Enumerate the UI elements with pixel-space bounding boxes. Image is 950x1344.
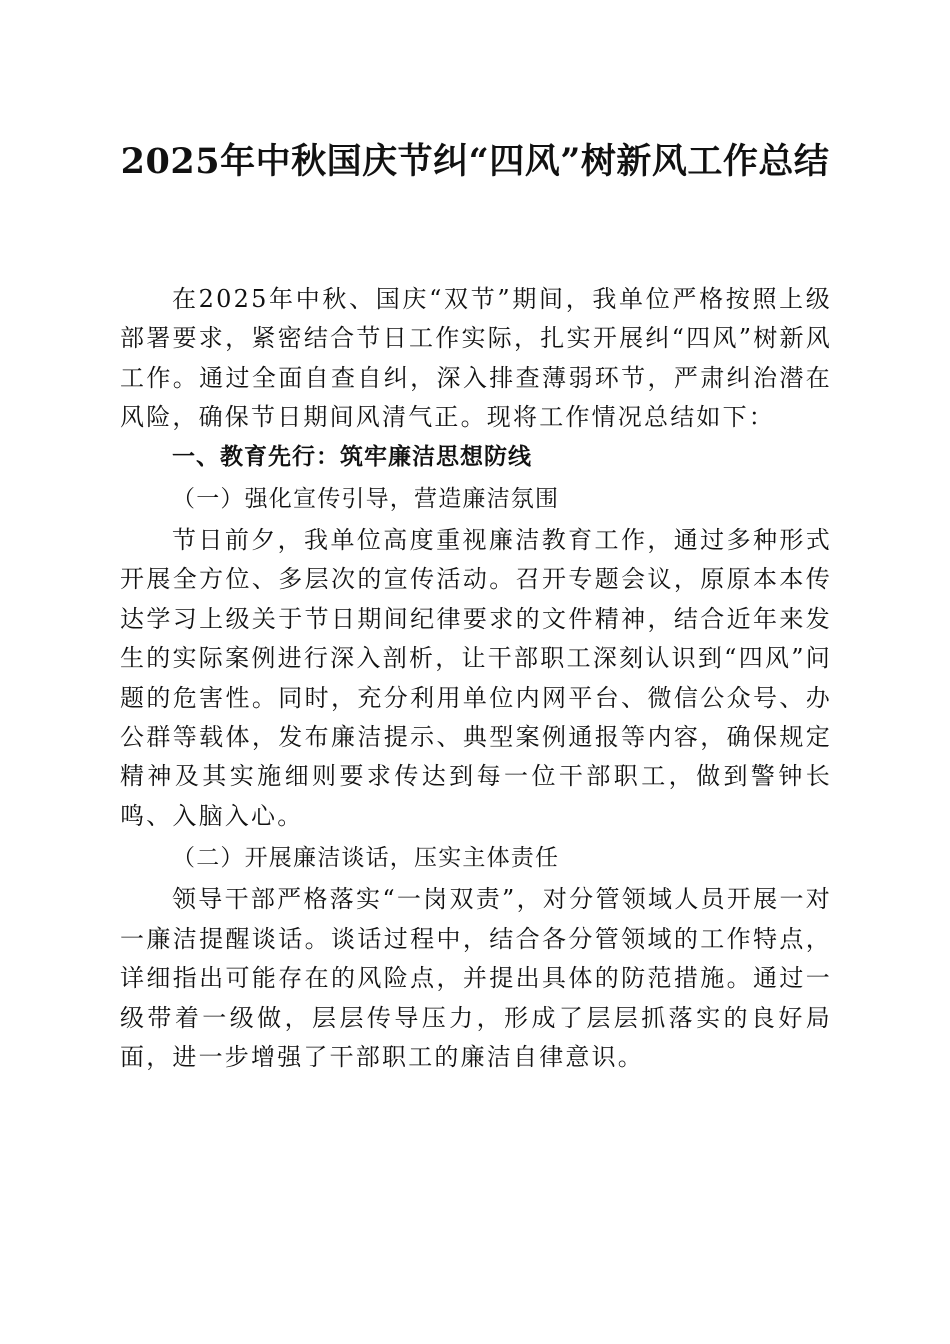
document-body xyxy=(120,280,832,1077)
subsection-paragraph: 领导干部严格落实“一岗双责”，对分管领域人员开展一对一廉洁提醒谈话。谈话过程中，结合各分管领域的工作特点，详细指出可能存在的风险点，并提出具体的防范措施。通过一级带着一级做，层层传导压力，形成了层层抓落实的良好局面，进一步增强了干部职工的廉洁自律意识。 xyxy=(120,885,832,1071)
section-1 xyxy=(120,438,832,1078)
subsection-heading: （一）强化宣传引导，营造廉洁氛围 xyxy=(172,486,560,513)
section-heading: 一、教育先行：筑牢廉洁思想防线 xyxy=(172,443,532,470)
subsection-2 xyxy=(120,836,832,1077)
subsection-1 xyxy=(120,477,832,836)
intro-paragraph: 在2025年中秋、国庆“双节”期间，我单位严格按照上级部署要求，紧密结合节日工作实际，扎实开展纠“四风”树新风工作。通过全面自查自纠，深入排查薄弱环节，严肃纠治潜在风险，确保节日期间风清气正。现将工作情况总结如下： xyxy=(120,285,832,432)
subsection-heading: （二）开展廉洁谈话，压实主体责任 xyxy=(172,845,560,872)
document-title: 2025年中秋国庆节纠“四风”树新风工作总结 xyxy=(120,141,830,182)
subsection-paragraph: 节日前夕，我单位高度重视廉洁教育工作，通过多种形式开展全方位、多层次的宣传活动。召开专题会议，原原本本传达学习上级关于节日期间纪律要求的文件精神，结合近年来发生的实际案例进行深入剖析，让干部职工深刻认识到“四风”问题的危害性。同时，充分利用单位内网平台、微信公众号、办公群等载体，发布廉洁提示、典型案例通报等内容，确保规定精神及其实施细则要求传达到每一位干部职工，做到警钟长鸣、入脑入心。 xyxy=(120,526,832,830)
